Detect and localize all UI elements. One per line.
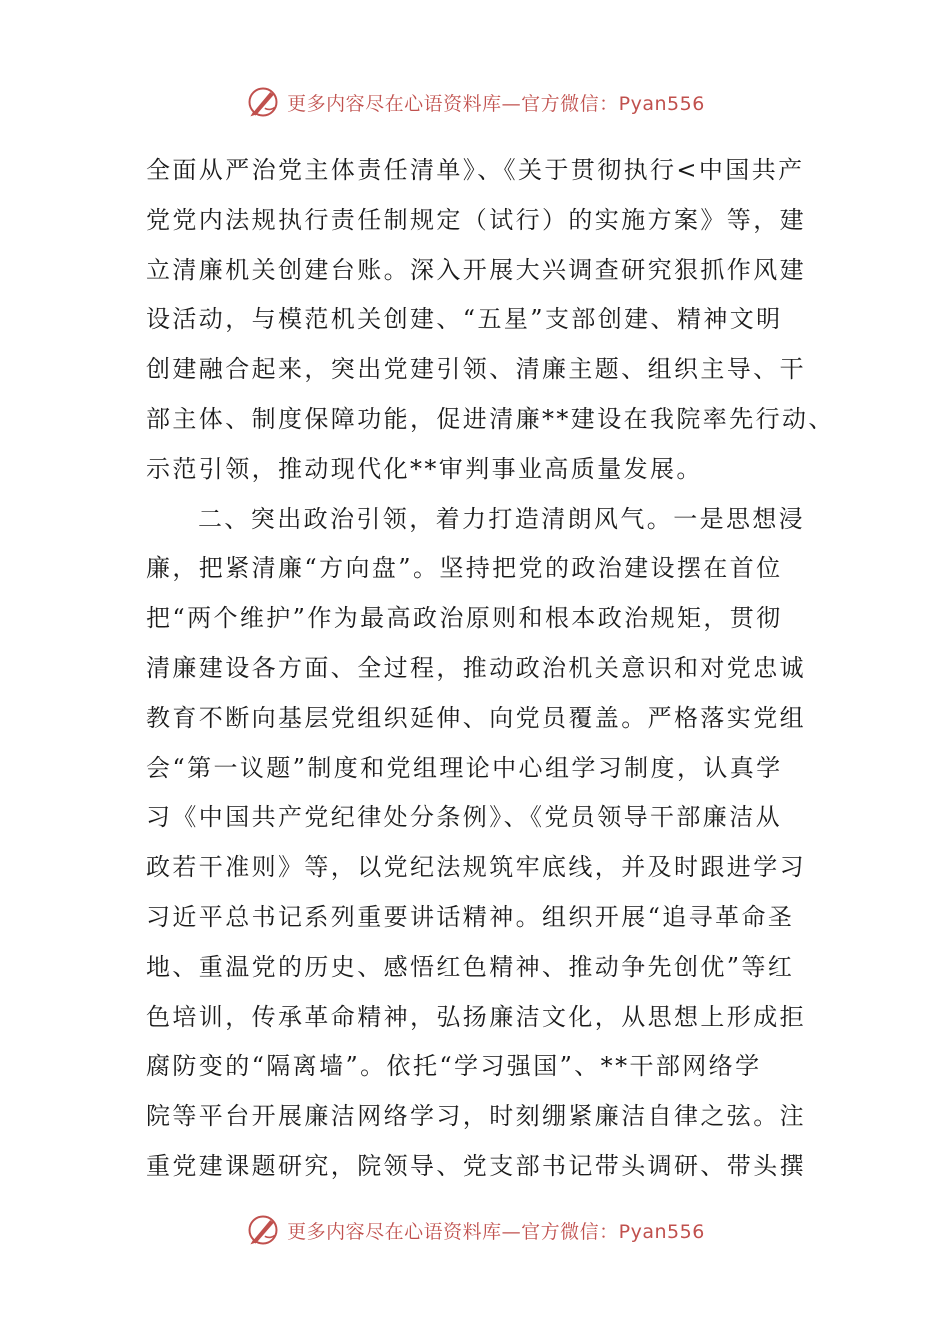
text-line: 地、重温党的历史、感悟红色精神、推动争先创优”等红 <box>146 952 795 981</box>
text-line: 党党内法规执行责任制规定（试行）的实施方案》等，建 <box>146 205 806 234</box>
pen-logo-icon <box>245 84 281 120</box>
footer-banner-separator: — <box>501 1220 522 1243</box>
text-line: 把“两个维护”作为最高政治原则和根本政治规矩，贯彻 <box>146 604 783 633</box>
text-line: 习近平总书记系列重要讲话精神。组织开展“追寻革命圣 <box>146 902 795 931</box>
text-line: 示范引领，推动现代化**审判事业高质量发展。 <box>146 454 703 483</box>
footer-banner-text <box>287 1217 705 1244</box>
header-banner-contact: 官方微信：Pyan556 <box>521 92 705 115</box>
text-line: 设活动，与模范机关创建、“五星”支部创建、精神文明 <box>146 305 783 334</box>
text-line: 全面从严治党主体责任清单》、《关于贯彻执行<中国共产 <box>146 156 805 184</box>
header-banner <box>0 82 950 122</box>
text-line: 政若干准则》等，以党纪法规筑牢底线，并及时跟进学习 <box>146 853 806 882</box>
text-line: 清廉建设各方面、全过程，推动政治机关意识和对党忠诚 <box>146 653 806 682</box>
text-line: 部主体、制度保障功能，促进清廉**建设在我院率先行动、 <box>146 404 835 433</box>
document-body <box>146 146 835 1192</box>
text-line: 腐防变的“隔离墙”。依托“学习强国”、**干部网络学 <box>146 1052 762 1081</box>
header-banner-separator: — <box>501 92 522 115</box>
header-banner-title: 更多内容尽在心语资料库 <box>287 92 502 115</box>
text-line: 习《中国共产党纪律处分条例》、《党员领导干部廉洁从 <box>146 803 782 832</box>
header-banner-text <box>287 89 705 116</box>
pen-logo-icon <box>245 1212 281 1248</box>
footer-banner <box>0 1210 950 1250</box>
text-line: 会“第一议题”制度和党组理论中心组学习制度，认真学 <box>146 753 783 782</box>
text-line: 立清廉机关创建台账。深入开展大兴调查研究狠抓作风建 <box>146 255 806 284</box>
text-line: 二、突出政治引领，着力打造清朗风气。一是思想浸 <box>198 504 806 533</box>
text-line: 院等平台开展廉洁网络学习，时刻绷紧廉洁自律之弦。注 <box>146 1102 806 1131</box>
text-line: 教育不断向基层党组织延伸、向党员覆盖。严格落实党组 <box>146 703 806 732</box>
text-line: 廉，把紧清廉“方向盘”。坚持把党的政治建设摆在首位 <box>146 554 783 583</box>
footer-banner-contact: 官方微信：Pyan556 <box>521 1220 705 1243</box>
text-line: 创建融合起来，突出党建引领、清廉主题、组织主导、干 <box>146 355 806 384</box>
footer-banner-title: 更多内容尽在心语资料库 <box>287 1220 502 1243</box>
text-line: 色培训，传承革命精神，弘扬廉洁文化，从思想上形成拒 <box>146 1002 806 1031</box>
text-line: 重党建课题研究，院领导、党支部书记带头调研、带头撰 <box>146 1151 806 1180</box>
